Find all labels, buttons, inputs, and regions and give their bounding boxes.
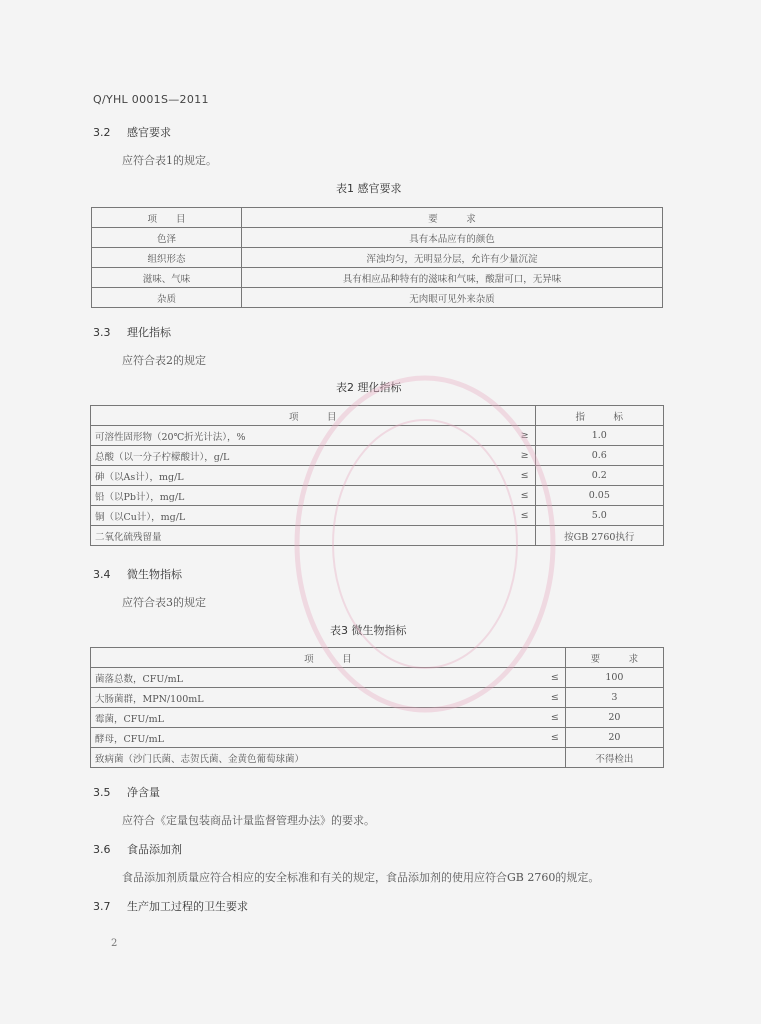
table-header-row	[92, 208, 663, 228]
table-cell: ≤	[505, 486, 535, 506]
section-heading-3-2: 3.2 感官要求	[93, 126, 171, 139]
table-cell	[535, 748, 565, 768]
table-row	[91, 466, 664, 486]
table-header-cell: 项 目	[92, 208, 242, 228]
table-cell: 具有相应品种特有的滋味和气味，酸甜可口，无异味	[242, 268, 663, 288]
section-text-3-4: 应符合表3的规定	[122, 596, 206, 609]
table-row	[91, 426, 664, 446]
section-heading-3-4: 3.4 微生物指标	[93, 568, 182, 581]
table-cell: 铅（以Pb计），mg/L	[91, 486, 506, 506]
section-text-3-3: 应符合表2的规定	[122, 354, 206, 367]
table2-caption: 表2 理化指标	[336, 381, 402, 394]
table-cell: ≤	[535, 688, 565, 708]
table-cell: 具有本品应有的颜色	[242, 228, 663, 248]
section-text-3-6: 食品添加剂质量应符合相应的安全标准和有关的规定，食品添加剂的使用应符合GB 2760的规定。	[122, 871, 600, 884]
table-header-cell: 项 目	[91, 406, 536, 426]
table-cell: 滋味、气味	[92, 268, 242, 288]
table-cell: 1.0	[535, 426, 663, 446]
table-cell: 霉菌，CFU/mL	[91, 708, 536, 728]
table-row	[92, 228, 663, 248]
table-cell: 0.2	[535, 466, 663, 486]
table-row	[91, 708, 664, 728]
table-cell: 砷（以As计），mg/L	[91, 466, 506, 486]
section-heading-3-5: 3.5 净含量	[93, 786, 160, 799]
table-cell: 浑浊均匀，无明显分层，允许有少量沉淀	[242, 248, 663, 268]
table-cell: 0.6	[535, 446, 663, 466]
table-row	[91, 728, 664, 748]
table-header-cell: 指 标	[535, 406, 663, 426]
table-cell: 20	[565, 728, 663, 748]
table-cell: 杂质	[92, 288, 242, 308]
document-code: Q/YHL 0001S—2011	[93, 93, 209, 106]
section-heading-3-7: 3.7 生产加工过程的卫生要求	[93, 900, 248, 913]
section-heading-3-3: 3.3 理化指标	[93, 326, 171, 339]
table-row	[91, 506, 664, 526]
table-row	[92, 288, 663, 308]
table-header-row	[91, 406, 664, 426]
table-cell: 菌落总数，CFU/mL	[91, 668, 536, 688]
table-cell: 不得检出	[565, 748, 663, 768]
table-header-row	[91, 648, 664, 668]
table-header-cell: 项 目	[91, 648, 566, 668]
section-heading-3-6: 3.6 食品添加剂	[93, 843, 182, 856]
table-cell: 铜（以Cu计），mg/L	[91, 506, 506, 526]
table-row	[92, 268, 663, 288]
table-cell: 组织形态	[92, 248, 242, 268]
table-cell: 大肠菌群，MPN/100mL	[91, 688, 536, 708]
table-cell: 可溶性固形物（20℃折光计法），%	[91, 426, 506, 446]
table-cell: ≤	[505, 506, 535, 526]
table-header-cell: 要 求	[242, 208, 663, 228]
table-cell: 100	[565, 668, 663, 688]
table-cell: 20	[565, 708, 663, 728]
table-cell	[505, 526, 535, 546]
table-row	[91, 668, 664, 688]
table-row	[92, 248, 663, 268]
page-number: 2	[111, 938, 118, 949]
section-text-3-5: 应符合《定量包装商品计量监督管理办法》的要求。	[122, 814, 375, 827]
table-row	[91, 446, 664, 466]
table-cell: ≤	[505, 466, 535, 486]
table-cell: ≥	[505, 426, 535, 446]
table-row	[91, 486, 664, 506]
table-cell: 无肉眼可见外来杂质	[242, 288, 663, 308]
table-cell: ≤	[535, 668, 565, 688]
table1-caption: 表1 感官要求	[336, 182, 402, 195]
table-row	[91, 748, 664, 768]
table-cell: 二氧化硫残留量	[91, 526, 506, 546]
table-cell: 致病菌（沙门氏菌、志贺氏菌、金黄色葡萄球菌）	[91, 748, 536, 768]
table-cell: ≤	[535, 728, 565, 748]
table2	[90, 405, 664, 546]
table-cell: ≥	[505, 446, 535, 466]
table-cell: 按GB 2760执行	[535, 526, 663, 546]
table-cell: 酵母，CFU/mL	[91, 728, 536, 748]
table-cell: ≤	[535, 708, 565, 728]
table-cell: 色泽	[92, 228, 242, 248]
section-text-3-2: 应符合表1的规定。	[122, 154, 217, 167]
table-cell: 0.05	[535, 486, 663, 506]
table-row	[91, 688, 664, 708]
table3	[90, 647, 664, 768]
table-cell: 总酸（以一分子柠檬酸计），g/L	[91, 446, 506, 466]
table3-caption: 表3 微生物指标	[330, 624, 407, 637]
table-row	[91, 526, 664, 546]
table1	[91, 207, 663, 308]
table-cell: 5.0	[535, 506, 663, 526]
table-header-cell: 要 求	[565, 648, 663, 668]
table-cell: 3	[565, 688, 663, 708]
